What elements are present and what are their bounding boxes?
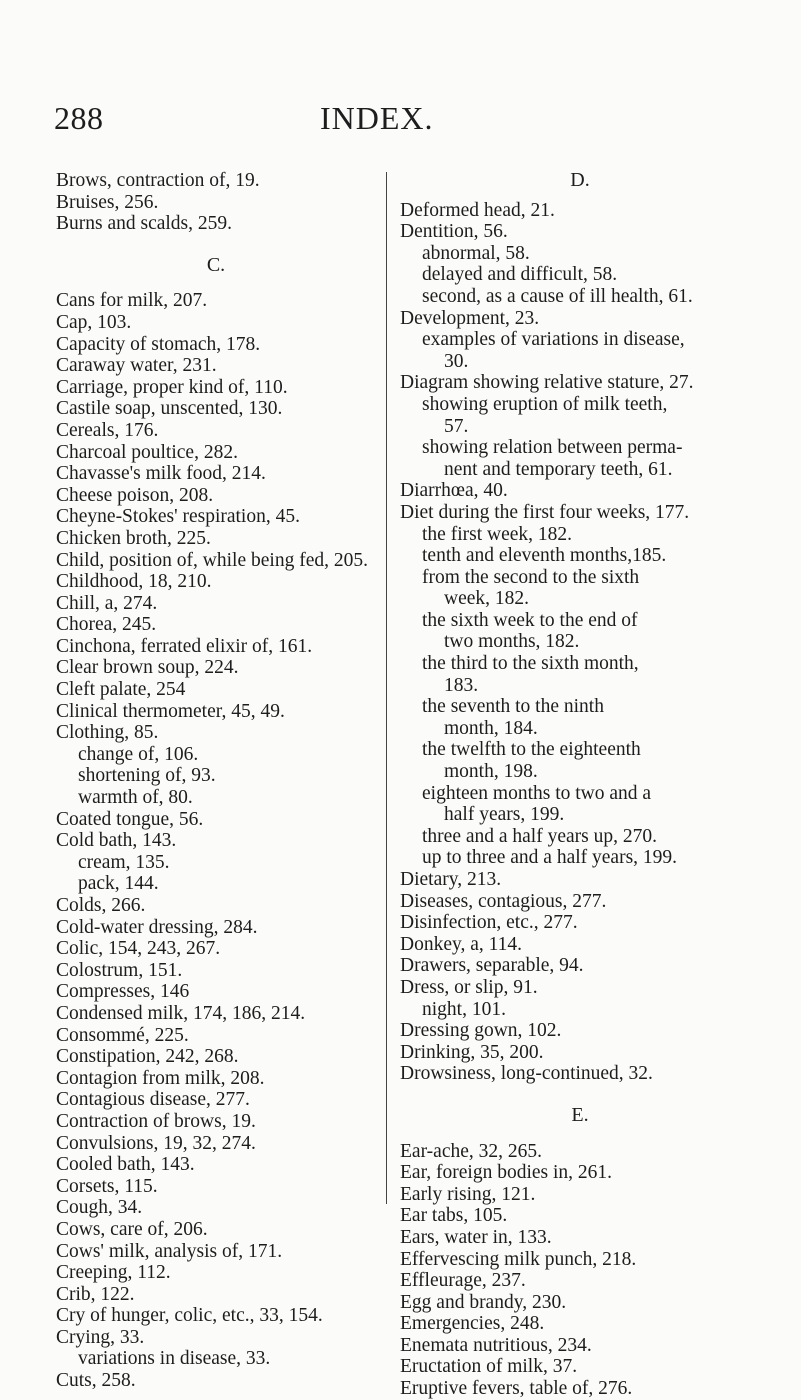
- index-subentry: delayed and difficult, 58.: [422, 264, 618, 286]
- running-title: INDEX.: [320, 100, 434, 136]
- index-entry: Diagram showing relative stature, 27.: [400, 372, 694, 394]
- index-entry: Ear-ache, 32, 265.: [400, 1140, 543, 1162]
- index-subentry: showing relation between perma-: [422, 437, 683, 459]
- index-entry: Chicken broth, 225.: [56, 527, 211, 549]
- index-subentry: week, 182.: [444, 588, 530, 610]
- index-entry: Condensed milk, 174, 186, 214.: [56, 1002, 306, 1024]
- index-column-left: [56, 170, 376, 1392]
- index-entry: Colic, 154, 243, 267.: [56, 938, 221, 960]
- index-subentry: examples of variations in disease,: [422, 329, 685, 351]
- index-entry: Disinfection, etc., 277.: [400, 912, 578, 934]
- index-entry: Constipation, 242, 268.: [56, 1046, 239, 1068]
- index-entry: Cry of hunger, colic, etc., 33, 154.: [56, 1305, 323, 1327]
- index-subentry: change of, 106.: [78, 743, 199, 765]
- index-subentry: up to three and a half years, 199.: [422, 847, 678, 869]
- index-subentry: 30.: [444, 350, 469, 372]
- index-entry: Contagious disease, 277.: [56, 1089, 250, 1111]
- index-subentry: the twelfth to the eighteenth: [422, 739, 641, 761]
- section-letter-heading: C.: [206, 253, 226, 276]
- index-subentry: night, 101.: [422, 998, 506, 1020]
- index-entry: Crib, 122.: [56, 1283, 135, 1305]
- index-subentry: the first week, 182.: [422, 523, 573, 545]
- index-entry: Eruptive fevers, table of, 276.: [400, 1378, 633, 1400]
- index-entry: Crying, 33.: [56, 1326, 145, 1348]
- index-entry: Coated tongue, 56.: [56, 808, 204, 830]
- index-entry: Colostrum, 151.: [56, 959, 183, 981]
- index-entry: Contagion from milk, 208.: [56, 1067, 265, 1089]
- index-entry: Contraction of brows, 19.: [56, 1110, 256, 1132]
- index-entry: Diarrhœa, 40.: [400, 480, 508, 502]
- index-entry: Deformed head, 21.: [400, 199, 555, 221]
- index-subentry: second, as a cause of ill health, 61.: [422, 285, 693, 307]
- index-entry: Drowsiness, long-continued, 32.: [400, 1063, 653, 1085]
- index-subentry: warmth of, 80.: [78, 787, 193, 809]
- index-subentry: from the second to the sixth: [422, 566, 640, 588]
- index-entry: Ears, water in, 133.: [400, 1226, 552, 1248]
- index-entry: Compresses, 146: [56, 981, 190, 1003]
- index-entry: Capacity of stomach, 178.: [56, 333, 261, 355]
- index-entry: Bruises, 256.: [56, 191, 159, 213]
- section-letter-heading: D.: [570, 169, 590, 191]
- index-entry: Child, position of, while being fed, 205.: [56, 549, 368, 571]
- index-entry: Consommé, 225.: [56, 1024, 189, 1046]
- index-entry: Chill, a, 274.: [56, 592, 158, 614]
- index-subentry: nent and temporary teeth, 61.: [444, 458, 673, 480]
- index-entry: Clothing, 85.: [56, 722, 159, 744]
- index-entry: Cold bath, 143.: [56, 830, 177, 852]
- index-entry: Egg and brandy, 230.: [400, 1291, 567, 1313]
- index-subentry: the seventh to the ninth: [422, 696, 604, 718]
- index-entry: Cans for milk, 207.: [56, 290, 208, 312]
- index-entry: Castile soap, unscented, 130.: [56, 398, 283, 420]
- index-subentry: month, 184.: [444, 717, 538, 739]
- index-entry: Donkey, a, 114.: [400, 933, 523, 955]
- index-entry: Brows, contraction of, 19.: [56, 170, 260, 191]
- index-entry: Enemata nutritious, 234.: [400, 1334, 592, 1356]
- index-entry: Dentition, 56.: [400, 221, 508, 243]
- index-entry: Clinical thermometer, 45, 49.: [56, 700, 285, 722]
- index-subentry: 183.: [444, 674, 479, 696]
- index-entry: Ear, foreign bodies in, 261.: [400, 1162, 613, 1184]
- index-subentry: pack, 144.: [78, 873, 159, 895]
- index-entry: Carriage, proper kind of, 110.: [56, 376, 288, 398]
- index-entry: Cuts, 258.: [56, 1370, 136, 1392]
- index-subentry: 57.: [444, 415, 469, 437]
- index-subentry: half years, 199.: [444, 804, 565, 826]
- index-entry: Convulsions, 19, 32, 274.: [56, 1132, 256, 1154]
- index-entry: Caraway water, 231.: [56, 355, 217, 377]
- index-subentry: tenth and eleventh months,185.: [422, 545, 667, 567]
- index-subentry: two months, 182.: [444, 631, 580, 653]
- index-subentry: showing eruption of milk teeth,: [422, 393, 668, 415]
- index-entry: Effleurage, 237.: [400, 1270, 526, 1292]
- index-subentry: cream, 135.: [78, 851, 170, 873]
- index-subentry: shortening of, 93.: [78, 765, 216, 787]
- index-subentry: three and a half years up, 270.: [422, 825, 657, 847]
- page-number: 288: [54, 100, 104, 136]
- index-entry: Dress, or slip, 91.: [400, 976, 538, 998]
- section-letter-heading: E.: [571, 1103, 589, 1126]
- index-entry: Cold-water dressing, 284.: [56, 916, 258, 938]
- index-entry: Corsets, 115.: [56, 1175, 158, 1197]
- index-column-right: [400, 170, 760, 1400]
- index-subentry: the sixth week to the end of: [422, 609, 638, 631]
- index-entry: Burns and scalds, 259.: [56, 213, 233, 235]
- index-entry: Cheese poison, 208.: [56, 484, 214, 506]
- index-entry: Development, 23.: [400, 307, 540, 329]
- index-entry: Chorea, 245.: [56, 614, 157, 636]
- index-subentry: the third to the sixth month,: [422, 653, 639, 675]
- index-entry: Cinchona, ferrated elixir of, 161.: [56, 635, 313, 657]
- column-divider: [386, 172, 387, 1204]
- index-subentry: variations in disease, 33.: [78, 1348, 271, 1370]
- index-entry: Cooled bath, 143.: [56, 1154, 195, 1176]
- index-entry: Ear tabs, 105.: [400, 1205, 508, 1227]
- page-header: [0, 100, 801, 140]
- index-entry: Dietary, 213.: [400, 869, 502, 890]
- index-entry: Cap, 103.: [56, 311, 132, 333]
- index-entry: Drawers, separable, 94.: [400, 955, 584, 977]
- index-entry: Eructation of milk, 37.: [400, 1356, 578, 1378]
- index-entry: Cleft palate, 254: [56, 679, 186, 701]
- index-entry: Cough, 34.: [56, 1197, 143, 1219]
- index-entry: Creeping, 112.: [56, 1262, 171, 1284]
- index-entry: Colds, 266.: [56, 895, 146, 916]
- index-entry: Cereals, 176.: [56, 419, 159, 441]
- index-entry: Childhood, 18, 210.: [56, 571, 212, 593]
- index-entry: Diet during the first four weeks, 177.: [400, 501, 690, 523]
- index-entry: Diseases, contagious, 277.: [400, 890, 607, 912]
- index-entry: Charcoal poultice, 282.: [56, 441, 238, 463]
- index-subentry: abnormal, 58.: [422, 242, 530, 264]
- index-entry: Drinking, 35, 200.: [400, 1041, 544, 1063]
- index-entry: Early rising, 121.: [400, 1183, 536, 1205]
- index-entry: Clear brown soup, 224.: [56, 657, 239, 679]
- index-entry: Cows, care of, 206.: [56, 1218, 208, 1240]
- index-entry: Cheyne-Stokes' respiration, 45.: [56, 506, 300, 528]
- index-entry: Chavasse's milk food, 214.: [56, 463, 266, 485]
- index-entry: Dressing gown, 102.: [400, 1020, 562, 1042]
- index-entry: Effervescing milk punch, 218.: [400, 1248, 637, 1270]
- index-subentry: month, 198.: [444, 761, 538, 783]
- index-entry: Cows' milk, analysis of, 171.: [56, 1240, 283, 1262]
- index-subentry: eighteen months to two and a: [422, 782, 652, 804]
- index-entry: Emergencies, 248.: [400, 1313, 545, 1335]
